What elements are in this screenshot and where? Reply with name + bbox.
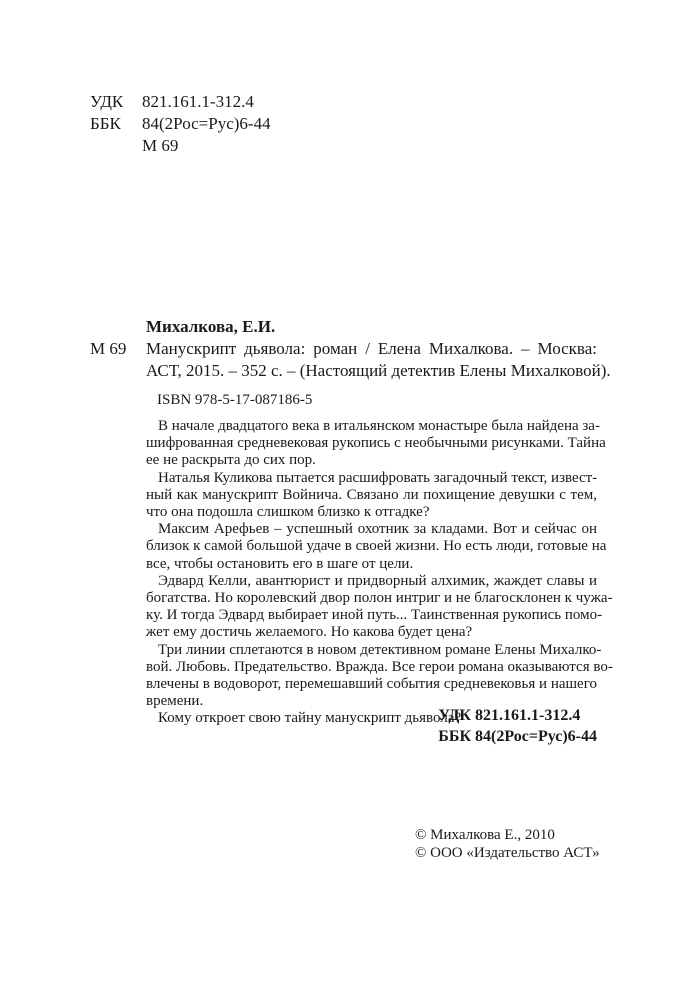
annotation-line: ный как манускрипт Войнича. Связано ли похищение девушки с тем, (146, 486, 597, 503)
annotation-paragraph (146, 521, 607, 573)
author-mark-row (90, 135, 271, 157)
annotation-line: ее не раскрыта до сих пор. (146, 452, 316, 469)
annotation-line: Наталья Куликова пытается расшифровать загадочный текст, извест- (158, 469, 598, 486)
isbn: ISBN 978-5-17-087186-5 (157, 392, 313, 408)
annotation-paragraph (146, 641, 613, 711)
annotation-paragraph (146, 572, 613, 642)
description-line: АСТ, 2015. – 352 с. – (Настоящий детектив Елены Михалковой). (146, 361, 611, 380)
annotation (146, 418, 613, 728)
author-mark: М 69 (142, 136, 179, 155)
footer-bbk: ББК 84(2Рос=Рус)6-44 (438, 728, 597, 745)
udk-row (90, 91, 271, 113)
copyright-author: © Михалкова Е., 2010 (415, 827, 555, 843)
bbk-label: ББК (90, 114, 121, 133)
bibliographic-description (146, 338, 611, 382)
annotation-line: близок к самой большой удаче в своей жизни. Но есть люди, готовые на (146, 538, 607, 555)
annotation-line: шифрованная средневековая рукопись с необычными рисунками. Тайна (146, 435, 606, 452)
classification-codes (90, 91, 271, 157)
annotation-line: богатства. Но королевский двор полон интриг и не благосклонен к чужа- (146, 590, 613, 607)
annotation-line: времени. (146, 693, 204, 710)
annotation-line: Кому откроет свою тайну манускрипт дьявола? (158, 710, 462, 727)
udk-value: 821.161.1-312.4 (142, 92, 254, 111)
bbk-row (90, 113, 271, 135)
annotation-paragraph (146, 418, 606, 470)
annotation-line: Три линии сплетаются в новом детективном романе Елены Михалко- (158, 641, 602, 658)
annotation-line: Эдвард Келли, авантюрист и придворный алхимик, жаждет славы и (158, 572, 597, 589)
annotation-paragraph (146, 470, 597, 522)
annotation-line: влечены в водоворот, перемешавший события средневековья и нашего (146, 676, 597, 693)
annotation-line: Максим Арефьев – успешный охотник за кладами. Вот и сейчас он (158, 521, 597, 538)
annotation-line: что она подошла слишком близко к отгадке? (146, 504, 430, 521)
annotation-line: ку. И тогда Эдвард выбирает иной путь... Таинственная рукопись помо- (146, 607, 603, 624)
udk-label: УДК (90, 92, 124, 111)
side-author-mark: М 69 (90, 339, 127, 358)
description-line: Манускрипт дьявола: роман / Елена Михалкова. – Москва: (146, 339, 597, 358)
author-heading: Михалкова, Е.И. (146, 317, 276, 336)
footer-udk: УДК 821.161.1-312.4 (438, 707, 581, 724)
annotation-line: вой. Любовь. Предательство. Вражда. Все герои романа оказываются во- (146, 658, 613, 675)
copyright-block (415, 826, 600, 862)
bbk-value: 84(2Рос=Рус)6-44 (142, 114, 271, 133)
annotation-line: В начале двадцатого века в итальянском монастыре была найдена за- (158, 418, 600, 434)
footer-classification-codes (438, 705, 597, 747)
annotation-line: все, чтобы остановить его в шаге от цели. (146, 555, 414, 572)
annotation-line: жет ему достичь желаемого. Но какова будет цена? (146, 624, 473, 641)
copyright-publisher: © ООО «Издательство АСТ» (415, 845, 600, 861)
